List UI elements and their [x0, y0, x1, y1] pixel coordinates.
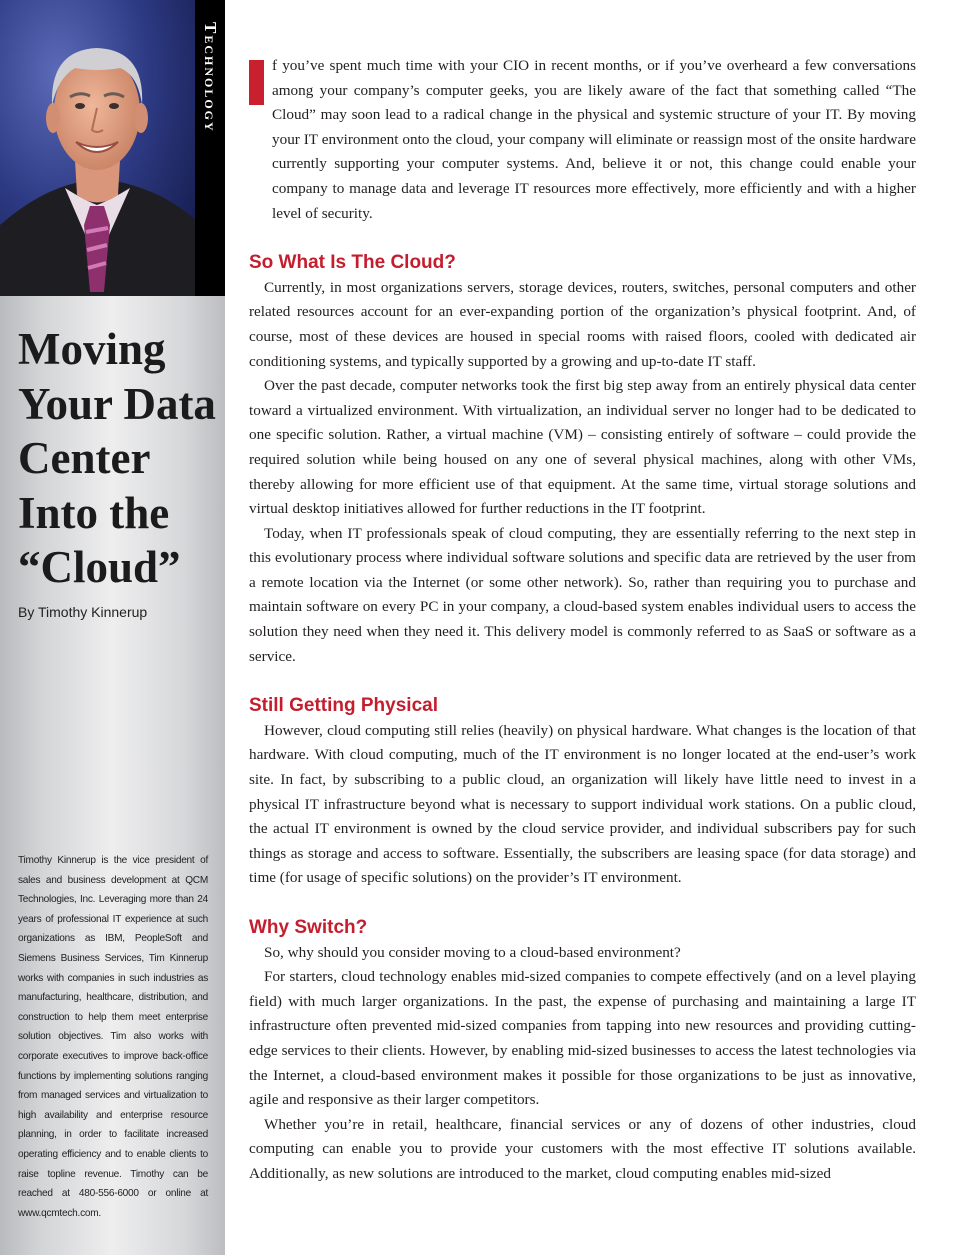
section-label: Technology: [201, 22, 220, 133]
paragraph: So, why should you consider moving to a cloud-based environment?: [264, 943, 681, 961]
paragraph: Today, when IT professionals speak of cloud computing, they are essentially referring to the next step in this evolutionary process where individual software solutions and specific data are retrieved by the user from a remote location via the Internet (or some other network). So, rather than requiring you to purchase and maintain software on every PC in your company, a cloud-based system enables individual users to access the solution they need when they need it. This delivery model is commonly referred to as SaaS or software as a service.: [249, 524, 916, 665]
intro-paragraph: [249, 54, 916, 226]
intro-text-a: f you’ve spent much time with your CIO in recent months, or if you’ve overheard a few conversations among your company’s computer geeks, you are likely aware of the fact that something called “The Cloud” may soon lead to a radical change in the physical and systemic structure of your IT.: [272, 57, 916, 124]
author-photo: [0, 0, 195, 296]
sidebar: [0, 0, 225, 1255]
title-line: Into the: [18, 487, 170, 538]
author-portrait-image: [0, 0, 195, 296]
article-title: [18, 322, 218, 595]
author-bio: Timothy Kinnerup is the vice president of sales and business development at QCM Technologies, Inc. Leveraging more than 24 years of professional IT experience at such organizations as IBM, PeopleSoft and Siemens Business Services, Tim Kinnerup works with companies in such industries as manufacturing, healthcare, distribution, and construction to help them meet enterprise solution objectives. Tim also works with corporate executives to improve back-office functions by implementing solutions ranging from managed services and virtualization to high availability and enterprise resource planning, in order to facilitate increased operating efficiency and to enable clients to raise topline revenue. Timothy can be reached at 480-556-6000 or online at www.qcmtech.com.: [18, 855, 208, 1219]
byline: By Timothy Kinnerup: [18, 604, 148, 620]
paragraph: Whether you’re in retail, healthcare, financial services or any of dozens of other industries, cloud computing can enable you to provide your customers with the most effective IT solutions available. Additionally, as new solutions are introduced to the market, cloud computing enables mid-sized: [249, 1115, 916, 1182]
title-line: Moving: [18, 324, 166, 374]
paragraph: For starters, cloud technology enables mid-sized companies to compete effectively (and on a level playing field) with much larger organizations. In the past, the expense of purchasing and maintaining a large IT infrastructure often prevented mid-sized companies from tapping into new resources and providing cutting-edge services to their clients. However, by enabling mid-sized businesses to access the latest technologies via the Internet, a cloud-based environment makes it possible for those organizations to be just as innovative, agile and responsive as their larger competitors.: [249, 968, 916, 1109]
section-heading: Still Getting Physical: [249, 695, 438, 717]
intro-text: [272, 54, 916, 226]
section-heading: So What Is The Cloud?: [249, 252, 456, 274]
drop-cap: [249, 60, 264, 105]
article-body: [249, 54, 916, 1187]
section-heading: Why Switch?: [249, 917, 368, 938]
title-line: “Cloud”: [18, 542, 181, 592]
paragraph: Currently, in most organizations servers, storage devices, routers, switches, personal computers and other related resources account for an ever-expanding portion of the organization’s physical footprint. And, of course, most of these devices are housed in special rooms with raised floors, cooled with dedicated air conditioning systems, and typically supported by a growing and up-to-date IT staff.: [249, 278, 916, 370]
title-line: Your Data: [18, 378, 216, 429]
section-tab: [195, 0, 225, 296]
paragraph: Over the past decade, computer networks took the first big step away from an entirely physical data center toward a virtualized environment. With virtualization, an individual server no longer had to be dedicated to one specific solution. Rather, a virtual machine (VM) – consisting entirely of software – could provide the required solution while being housed on any one of several physical machines, along with other VMs, thereby allowing for more efficient use of that equipment. At the same time, virtual storage solutions and virtual desktop initiatives allowed for further reductions in the IT footprint.: [249, 377, 916, 518]
title-line: Center: [18, 433, 151, 483]
intro-text-b: By moving your IT environment onto the cloud, your company will eliminate or reassign most of the onsite hardware currently supporting your computer systems. And, believe it or not, this change could enable your company to manage data and leverage IT resources more effectively, more efficiently and with a higher level of security.: [272, 106, 916, 222]
paragraph: However, cloud computing still relies (heavily) on physical hardware. What changes is the location of that hardware. With cloud computing, much of the IT environment is no longer located at the end-user’s work site. In fact, by subscribing to a public cloud, an organization will likely have little need to invest in a physical IT infrastructure beyond what is necessary to support individual work stations. On a public cloud, the actual IT environment is owned by the cloud service provider, and individual subscribers pay for such things as storage and access to software. Essentially, the subscribers are leasing space (for data storage) and time (for usage of specific solutions) on the provider’s IT environment.: [249, 721, 916, 887]
